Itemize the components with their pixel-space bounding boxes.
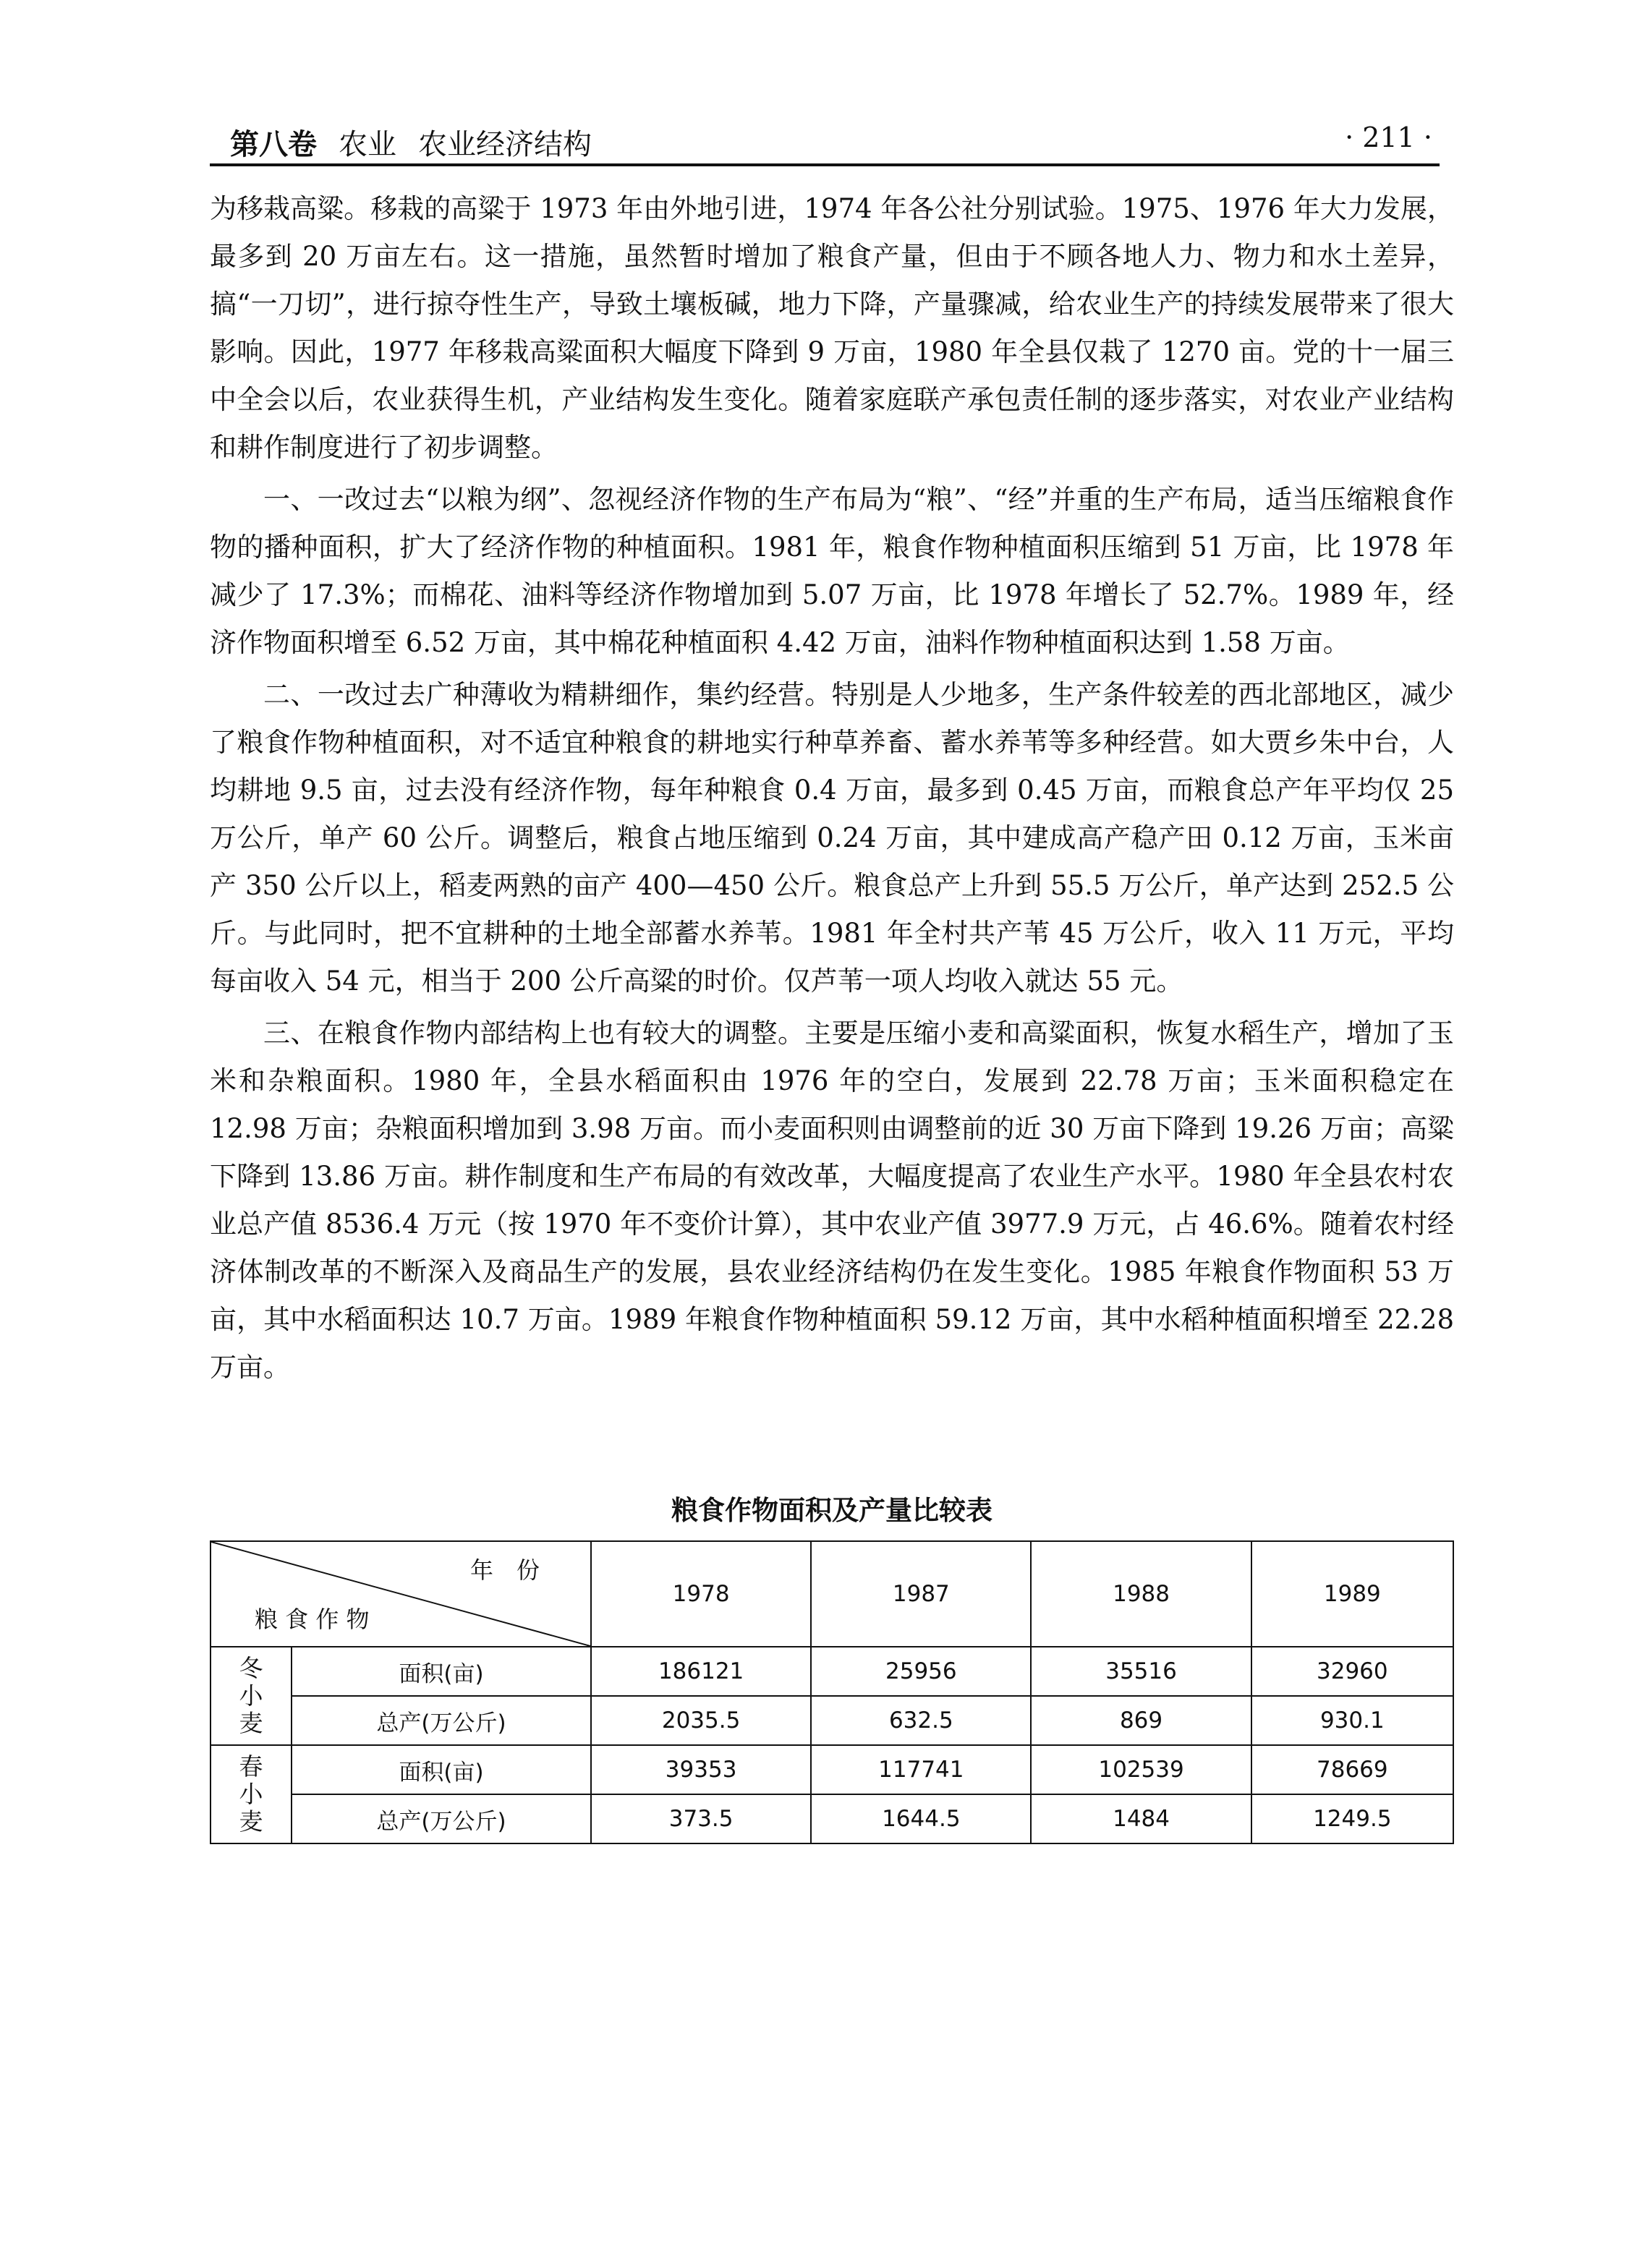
table-cell: 32960 <box>1251 1647 1453 1696</box>
section-label: 农业 <box>339 128 396 161</box>
table-cell: 102539 <box>1031 1745 1251 1794</box>
metric-label: 总产(万公斤) <box>292 1794 591 1843</box>
grain-comparison-table <box>210 1540 1454 1844</box>
table-cell: 78669 <box>1251 1745 1453 1794</box>
body-text <box>210 185 1454 1396</box>
table-cell: 1249.5 <box>1251 1794 1453 1843</box>
crop-char: 冬 <box>239 1654 263 1682</box>
table-cell: 1644.5 <box>811 1794 1031 1843</box>
crop-char: 麦 <box>239 1807 263 1836</box>
table-cell: 117741 <box>811 1745 1031 1794</box>
table-cell: 632.5 <box>811 1696 1031 1745</box>
table-cell: 869 <box>1031 1696 1251 1745</box>
table-cell: 25956 <box>811 1647 1031 1696</box>
table-cell: 930.1 <box>1251 1696 1453 1745</box>
table-cell: 2035.5 <box>591 1696 811 1745</box>
metric-label: 面积(亩) <box>292 1745 591 1794</box>
crop-label-spring-wheat <box>211 1745 292 1843</box>
header-rule <box>210 163 1440 166</box>
crop-axis-label: 粮 食 作 物 <box>255 1606 370 1633</box>
metric-label: 总产(万公斤) <box>292 1696 591 1745</box>
running-head <box>230 122 592 163</box>
paragraph-point-2: 二、一改过去广种薄收为精耕细作，集约经营。特别是人少地多，生产条件较差的西北部地区，减少了粮食作物种植面积，对不适宜种粮食的耕地实行种草养畜、蓄水养苇等多种经营。如大贾乡朱中台，人均耕地 9.5 亩，过去没有经济作物，每年种粮食 0.4 万亩，最多到 0.45 万亩，而粮食总产年平均仅 25 万公斤，单产 60 公斤。调整后，粮食占地压缩到 0.24 万亩，其中建成高产稳产田 0.12 万亩，玉米亩产 350 公斤以上，稻麦两熟的亩产 400—450 公斤。粮食总产上升到 55.5 万公斤，单产达到 252.5 公斤。与此同时，把不宜耕种的土地全部蓄水养苇。1981 年全村共产苇 45 万公斤，收入 11 万元，平均每亩收入 54 元，相当于 200 公斤高粱的时价。仅芦苇一项人均收入就达 55 元。 <box>210 679 1454 997</box>
table-cell: 186121 <box>591 1647 811 1696</box>
page-number: · 211 · <box>1345 122 1432 153</box>
table-row <box>211 1745 1453 1794</box>
crop-char: 小 <box>239 1780 263 1808</box>
table-cell: 1484 <box>1031 1794 1251 1843</box>
year-header: 1989 <box>1251 1541 1453 1647</box>
crop-label-winter-wheat <box>211 1647 292 1745</box>
table-title: 粮食作物面积及产量比较表 <box>671 1495 992 1526</box>
year-axis-label: 年 份 <box>469 1556 540 1584</box>
diagonal-header-cell <box>211 1541 591 1647</box>
metric-label: 面积(亩) <box>292 1647 591 1696</box>
crop-char: 春 <box>239 1752 263 1781</box>
table-header-row <box>211 1541 1453 1647</box>
volume-label: 第八卷 <box>230 128 317 161</box>
crop-char: 小 <box>239 1681 263 1710</box>
year-header: 1987 <box>811 1541 1031 1647</box>
year-header: 1988 <box>1031 1541 1251 1647</box>
table-cell: 39353 <box>591 1745 811 1794</box>
table-row <box>211 1647 1453 1696</box>
page-header <box>210 116 1440 166</box>
table-row <box>211 1696 1453 1745</box>
table-row <box>211 1794 1453 1843</box>
crop-char: 麦 <box>239 1709 263 1737</box>
subsection-label: 农业经济结构 <box>418 128 592 161</box>
paragraph-point-1: 一、一改过去“以粮为纲”、忽视经济作物的生产布局为“粮”、“经”并重的生产布局，适当压缩粮食作物的播种面积，扩大了经济作物的种植面积。1981 年，粮食作物种植面积压缩到 51 万亩，比 1978 年减少了 17.3%；而棉花、油料等经济作物增加到 5.07 万亩，比 1978 年增长了 52.7%。1989 年，经济作物面积增至 6.52 万亩，其中棉花种植面积 4.42 万亩，油料作物种植面积达到 1.58 万亩。 <box>210 484 1454 658</box>
table-cell: 35516 <box>1031 1647 1251 1696</box>
year-header: 1978 <box>591 1541 811 1647</box>
paragraph-point-3: 三、在粮食作物内部结构上也有较大的调整。主要是压缩小麦和高粱面积，恢复水稻生产，增加了玉米和杂粮面积。1980 年，全县水稻面积由 1976 年的空白，发展到 22.78 万亩；玉米面积稳定在 12.98 万亩；杂粮面积增加到 3.98 万亩。而小麦面积则由调整前的近 30 万亩下降到 19.26 万亩；高粱下降到 13.86 万亩。耕作制度和生产布局的有效改革，大幅度提高了农业生产水平。1980 年全县农村农业总产值 8536.4 万元（按 1970 年不变价计算），其中农业产值 3977.9 万元，占 46.6%。随着农村经济体制改革的不断深入及商品生产的发展，县农业经济结构仍在发生变化。1985 年粮食作物面积 53 万亩，其中水稻面积达 10.7 万亩。1989 年粮食作物种植面积 59.12 万亩，其中水稻种植面积增至 22.28 万亩。 <box>210 1018 1454 1383</box>
table-cell: 373.5 <box>591 1794 811 1843</box>
paragraph-continuation: 为移栽高粱。移栽的高粱于 1973 年由外地引进，1974 年各公社分别试验。1975、1976 年大力发展，最多到 20 万亩左右。这一措施，虽然暂时增加了粮食产量，但由于不顾各地人力、物力和水土差异，搞“一刀切”，进行掠夺性生产，导致土壤板碱，地力下降，产量骤减，给农业生产的持续发展带来了很大影响。因此，1977 年移栽高粱面积大幅度下降到 9 万亩，1980 年全县仅栽了 1270 亩。党的十一届三中全会以后，农业获得生机，产业结构发生变化。随着家庭联产承包责任制的逐步落实，对农业产业结构和耕作制度进行了初步调整。 <box>210 193 1454 463</box>
